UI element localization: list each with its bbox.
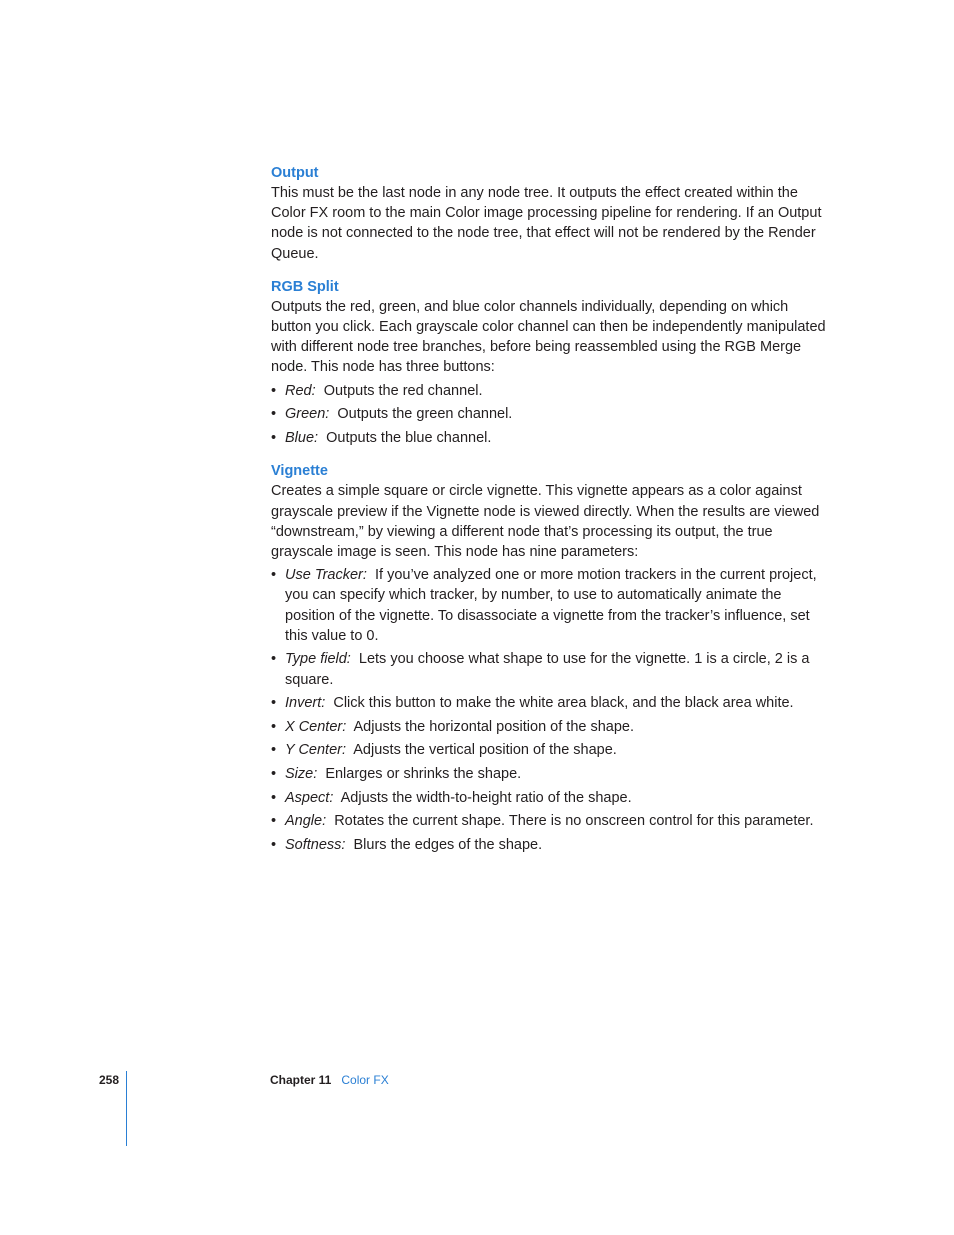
list-item-term: Green:: [285, 406, 330, 423]
list-item-term: Y Center:: [285, 742, 346, 759]
list-item-term: Aspect:: [285, 789, 334, 806]
list-item-text: Enlarges or shrinks the shape.: [325, 766, 522, 782]
list-item-text: Adjusts the horizontal position of the shape.: [353, 718, 635, 735]
list-item: [271, 693, 827, 713]
bullet-icon: •: [271, 695, 277, 712]
bullet-icon: •: [271, 766, 277, 782]
section-body-output: This must be the last node in any node tree. It outputs the effect created within the Color FX room to the main Color image processing pipeline for rendering. If an Output node is not connected to the node tree, that effect will not be rendered by the Render Queue.: [271, 185, 822, 262]
list-item: [271, 835, 827, 855]
list-item-text: Click this button to make the white area black, and the black area white.: [333, 695, 794, 712]
list-item-text: Blurs the edges of the shape.: [353, 836, 543, 853]
chapter-title: Color FX: [341, 1073, 389, 1087]
list-item-text: Outputs the green channel.: [337, 406, 513, 423]
section-heading-output: Output: [271, 165, 319, 181]
list-item: [271, 764, 827, 784]
bullet-icon: •: [271, 382, 277, 399]
list-item-term: Red:: [285, 382, 316, 399]
list-item: [271, 428, 827, 448]
bullet-icon: •: [271, 836, 277, 853]
list-item-term: Size:: [285, 766, 318, 782]
list-item: [271, 404, 827, 424]
list-item-text: Outputs the red channel.: [323, 382, 483, 399]
footer-divider: [126, 1071, 127, 1146]
list-item-text: Adjusts the vertical position of the shape.: [353, 742, 617, 759]
bullet-icon: •: [271, 813, 277, 830]
vignette-parameter-list: [271, 565, 827, 855]
list-item-term: Use Tracker:: [285, 567, 367, 584]
list-item-term: Softness:: [285, 836, 346, 853]
section-heading-vignette: Vignette: [271, 463, 328, 480]
list-item: [271, 740, 827, 760]
page-content: [271, 163, 827, 858]
list-item-text: If you’ve analyzed one or more motion trackers in the current project, you can specify which tracker, by number, to use to automatically animate the position of the vignette. To disassociate a vignette from the tracker’s influence, set this value to 0.: [285, 567, 817, 644]
list-item: [271, 649, 827, 689]
list-item-term: Blue:: [285, 429, 319, 446]
bullet-icon: •: [271, 789, 277, 806]
list-item: [271, 565, 827, 646]
section-body-rgb-split: Outputs the red, green, and blue color channels individually, depending on which button you click. Each grayscale color channel can then be independently manipulated with different node tree branches, before being reassembled using the RGB Merge node. This node has three buttons:: [271, 298, 826, 376]
bullet-icon: •: [271, 567, 277, 584]
bullet-icon: •: [271, 651, 277, 668]
list-item-text: Adjusts the width-to-height ratio of the shape.: [340, 789, 632, 806]
list-item-term: Type field:: [285, 651, 351, 668]
rgb-split-button-list: [271, 381, 827, 448]
list-item-text: Rotates the current shape. There is no onscreen control for this parameter.: [334, 813, 814, 830]
chapter-label: Chapter 11: [270, 1073, 332, 1087]
list-item: [271, 381, 827, 401]
list-item: [271, 717, 827, 737]
list-item-term: Invert:: [285, 695, 326, 712]
list-item-term: X Center:: [285, 718, 347, 735]
list-item: [271, 811, 827, 831]
page-number: 258: [99, 1073, 120, 1087]
list-item: [271, 788, 827, 808]
footer-chapter: [270, 1072, 389, 1088]
list-item-term: Angle:: [285, 813, 327, 830]
bullet-icon: •: [271, 718, 277, 735]
list-item-text: Lets you choose what shape to use for the vignette. 1 is a circle, 2 is a square.: [285, 651, 810, 688]
list-item-text: Outputs the blue channel.: [326, 429, 492, 446]
bullet-icon: •: [271, 406, 277, 423]
bullet-icon: •: [271, 429, 277, 446]
section-heading-rgb-split: RGB Split: [271, 278, 339, 295]
bullet-icon: •: [271, 742, 277, 759]
section-body-vignette: Creates a simple square or circle vignette. This vignette appears as a color against grayscale preview if the Vignette node is viewed directly. When the results are viewed “downstream,” by viewing a different node that’s processing its output, the true grayscale image is seen. This node has nine parameters:: [271, 483, 820, 561]
